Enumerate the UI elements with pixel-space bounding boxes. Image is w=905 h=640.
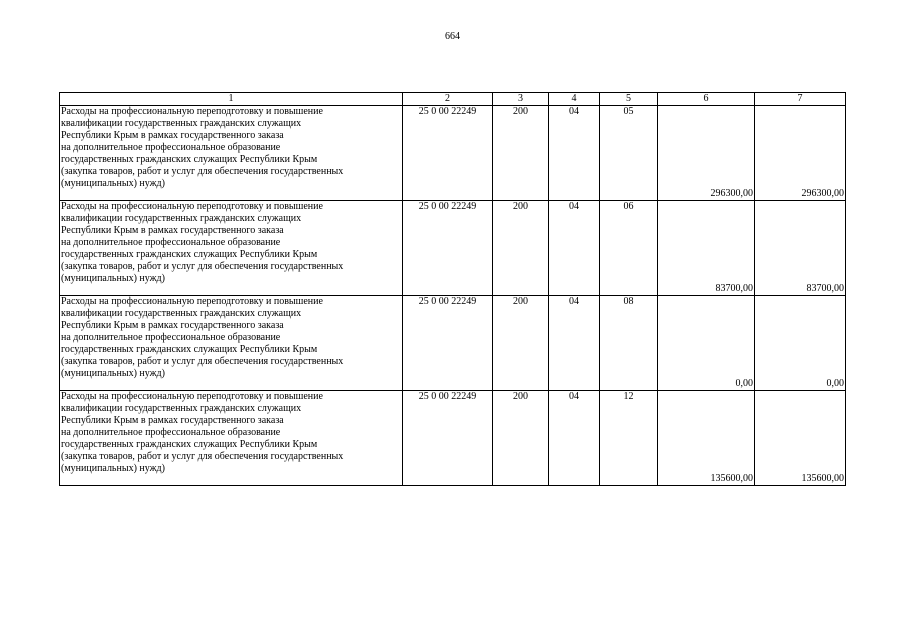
amount-col-7: 0,00 xyxy=(755,296,846,391)
section-code: 04 xyxy=(549,201,600,296)
target-article-code: 25 0 00 22249 xyxy=(403,391,493,486)
budget-table xyxy=(59,92,846,486)
target-article-code: 25 0 00 22249 xyxy=(403,201,493,296)
amount-col-6: 135600,00 xyxy=(658,391,755,486)
table-row xyxy=(60,296,846,391)
table-row xyxy=(60,201,846,296)
expense-type: 200 xyxy=(493,296,549,391)
table-row xyxy=(60,391,846,486)
target-article-code: 25 0 00 22249 xyxy=(403,296,493,391)
page-number: 664 xyxy=(445,31,460,42)
column-header: 5 xyxy=(600,93,658,106)
amount-col-7: 135600,00 xyxy=(755,391,846,486)
subsection-code: 08 xyxy=(600,296,658,391)
expense-type: 200 xyxy=(493,106,549,201)
table-row xyxy=(60,106,846,201)
section-code: 04 xyxy=(549,296,600,391)
column-header: 2 xyxy=(403,93,493,106)
amount-col-7: 83700,00 xyxy=(755,201,846,296)
row-description: Расходы на профессиональную переподготовку и повышение квалификации государственных гражданских служащих Республики Крым в рамках государственного заказа на дополнительное профессиональное образование государственных гражданских служащих Республики Крым (закупка товаров, работ и услуг для обеспечения государственных (муниципальных) нужд) xyxy=(60,391,403,486)
amount-col-7: 296300,00 xyxy=(755,106,846,201)
expense-type: 200 xyxy=(493,391,549,486)
amount-col-6: 296300,00 xyxy=(658,106,755,201)
column-header: 3 xyxy=(493,93,549,106)
subsection-code: 12 xyxy=(600,391,658,486)
subsection-code: 06 xyxy=(600,201,658,296)
amount-col-6: 83700,00 xyxy=(658,201,755,296)
column-header: 6 xyxy=(658,93,755,106)
column-header: 7 xyxy=(755,93,846,106)
column-header: 1 xyxy=(60,93,403,106)
row-description: Расходы на профессиональную переподготовку и повышение квалификации государственных гражданских служащих Республики Крым в рамках государственного заказа на дополнительное профессиональное образование государственных гражданских служащих Республики Крым (закупка товаров, работ и услуг для обеспечения государственных (муниципальных) нужд) xyxy=(60,106,403,201)
section-code: 04 xyxy=(549,106,600,201)
expense-type: 200 xyxy=(493,201,549,296)
target-article-code: 25 0 00 22249 xyxy=(403,106,493,201)
column-header: 4 xyxy=(549,93,600,106)
amount-col-6: 0,00 xyxy=(658,296,755,391)
table-header-row xyxy=(60,93,846,106)
row-description: Расходы на профессиональную переподготовку и повышение квалификации государственных гражданских служащих Республики Крым в рамках государственного заказа на дополнительное профессиональное образование государственных гражданских служащих Республики Крым (закупка товаров, работ и услуг для обеспечения государственных (муниципальных) нужд) xyxy=(60,201,403,296)
section-code: 04 xyxy=(549,391,600,486)
subsection-code: 05 xyxy=(600,106,658,201)
row-description: Расходы на профессиональную переподготовку и повышение квалификации государственных гражданских служащих Республики Крым в рамках государственного заказа на дополнительное профессиональное образование государственных гражданских служащих Республики Крым (закупка товаров, работ и услуг для обеспечения государственных (муниципальных) нужд) xyxy=(60,296,403,391)
